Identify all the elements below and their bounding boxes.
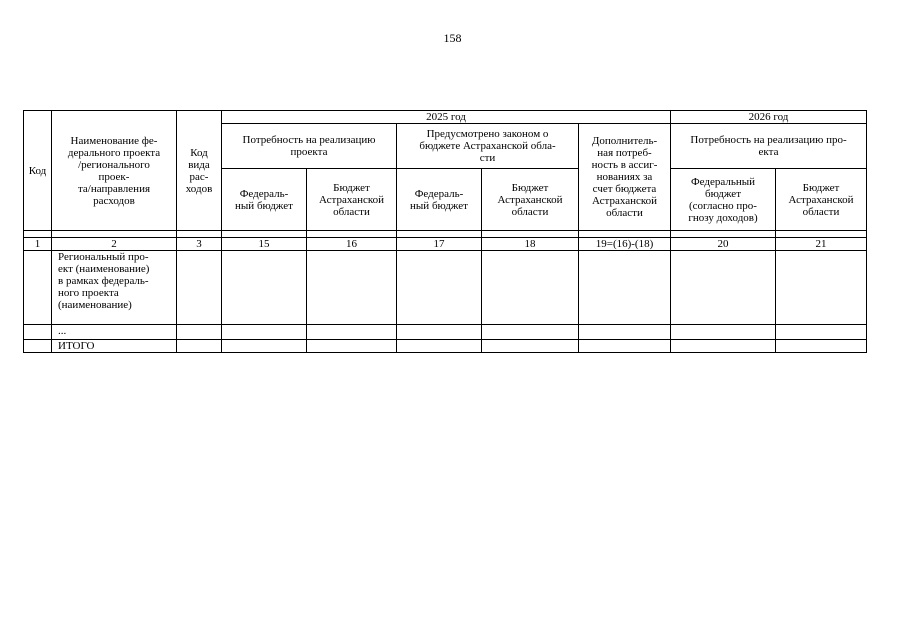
table-cell	[397, 251, 482, 325]
table-cell	[579, 340, 671, 353]
header-fed-budget-col20: Федеральный бюджет (согласно про- гнозу доходов)	[671, 169, 776, 231]
row-name: Региональный про- ект (наименование) в рамках федераль- ного проекта (наименование)	[52, 251, 177, 325]
header-kod: Код	[24, 111, 52, 231]
column-number: 19=(16)-(18)	[579, 238, 671, 251]
table-cell	[671, 340, 776, 353]
header-year-2025: 2025 год	[222, 111, 671, 124]
table-cell	[579, 325, 671, 340]
row-name: ...	[52, 325, 177, 340]
table-cell	[776, 251, 867, 325]
budget-table-wrapper	[23, 110, 867, 353]
table-cell	[177, 325, 222, 340]
column-number: 3	[177, 238, 222, 251]
table-cell	[24, 251, 52, 325]
table-cell	[24, 340, 52, 353]
table-cell	[482, 340, 579, 353]
budget-table	[23, 110, 867, 353]
header-fed-budget-col17: Федераль- ный бюджет	[397, 169, 482, 231]
header-astr-budget-col16: Бюджет Астраханской области	[307, 169, 397, 231]
header-provided-2025: Предусмотрено законом о бюджете Астраханской обла- сти	[397, 124, 579, 169]
column-number-row	[24, 238, 867, 251]
table-row	[24, 325, 867, 340]
table-cell	[307, 325, 397, 340]
column-number: 2	[52, 238, 177, 251]
table-cell	[222, 251, 307, 325]
header-additional-need: Дополнитель- ная потреб- ность в ассиг- нованиях за счет бюджета Астраханской области	[579, 124, 671, 231]
page-number: 158	[443, 31, 462, 45]
table-cell	[579, 251, 671, 325]
header-name: Наименование фе- дерального проекта /регионального проек- та/направления расходов	[52, 111, 177, 231]
table-cell	[397, 325, 482, 340]
table-cell	[776, 340, 867, 353]
table-cell	[222, 325, 307, 340]
header-astr-budget-col21: Бюджет Астраханской области	[776, 169, 867, 231]
table-cell	[24, 325, 52, 340]
table-cell	[177, 340, 222, 353]
table-cell	[482, 325, 579, 340]
column-number: 20	[671, 238, 776, 251]
table-cell	[671, 251, 776, 325]
table-cell	[222, 340, 307, 353]
table-cell	[671, 325, 776, 340]
header-need-2025: Потребность на реализацию проекта	[222, 124, 397, 169]
column-number: 21	[776, 238, 867, 251]
header-astr-budget-col18: Бюджет Астраханской области	[482, 169, 579, 231]
table-cell	[482, 251, 579, 325]
header-year-2026: 2026 год	[671, 111, 867, 124]
table-cell	[177, 251, 222, 325]
table-row	[24, 251, 867, 325]
table-cell	[307, 340, 397, 353]
header-kod-vida: Код вида рас- ходов	[177, 111, 222, 231]
header-fed-budget-col15: Федераль- ный бюджет	[222, 169, 307, 231]
column-number: 1	[24, 238, 52, 251]
column-number: 16	[307, 238, 397, 251]
column-number: 17	[397, 238, 482, 251]
table-row-total	[24, 340, 867, 353]
row-name-total: ИТОГО	[52, 340, 177, 353]
header-need-2026: Потребность на реализацию про- екта	[671, 124, 867, 169]
table-cell	[397, 340, 482, 353]
column-number: 15	[222, 238, 307, 251]
table-cell	[776, 325, 867, 340]
column-number: 18	[482, 238, 579, 251]
table-cell	[307, 251, 397, 325]
